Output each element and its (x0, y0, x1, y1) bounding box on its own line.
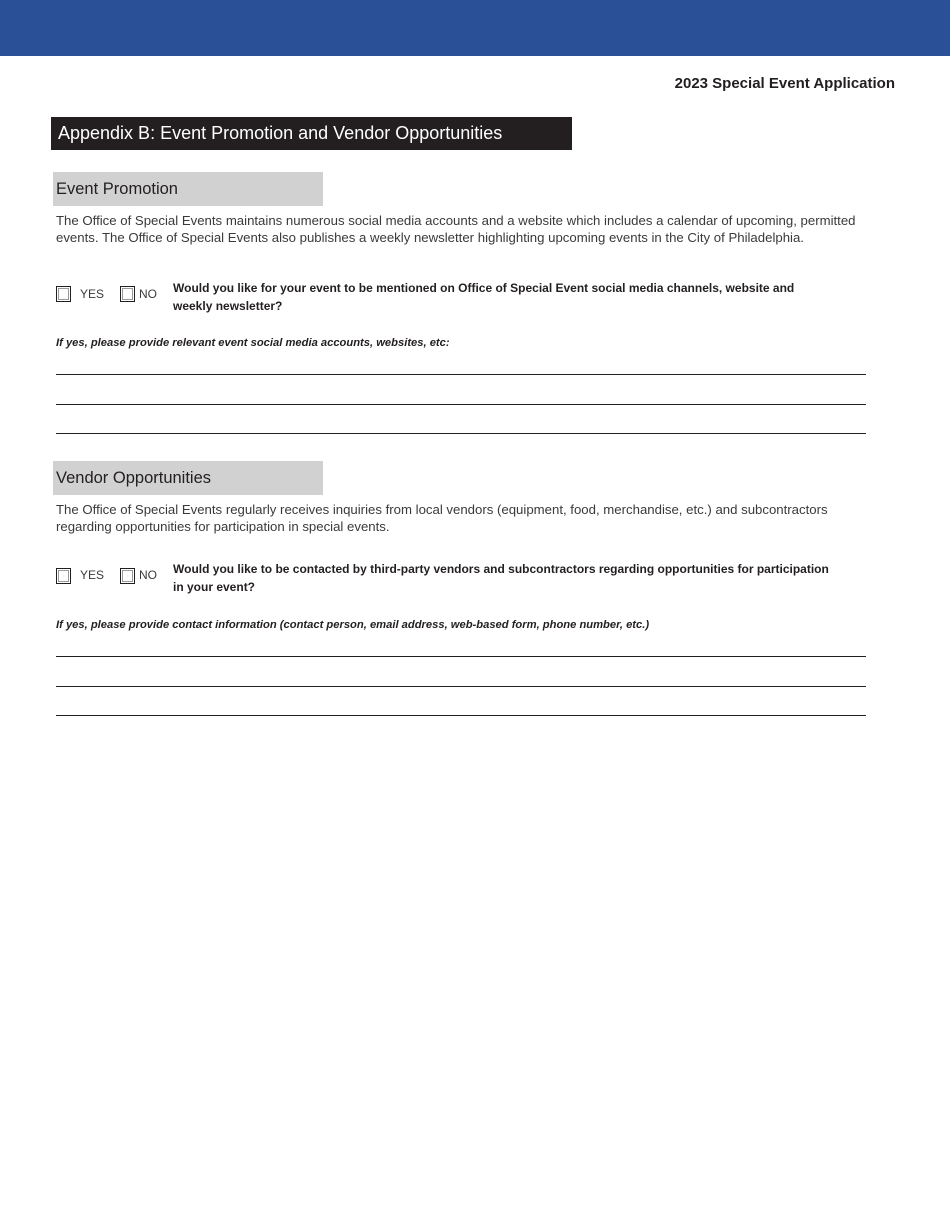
vendor-opportunities-description: The Office of Special Events regularly receives inquiries from local vendors (equipment, food, merchandise, etc.) and subcontractors regarding opportunities for participation in special events. (56, 502, 828, 534)
promotion-prompt: If yes, please provide relevant event social media accounts, websites, etc: (56, 337, 450, 349)
vendor-answer-line-2[interactable] (56, 686, 866, 687)
promotion-yes-checkbox[interactable] (56, 286, 71, 302)
event-promotion-heading: Event Promotion (53, 172, 323, 206)
event-promotion-description: The Office of Special Events maintains numerous social media accounts and a website which includes a calendar of upcoming, permitted events. The Office of Special Events also publishes a weekly newsletter highlighting upcoming events in the City of Philadelphia. (56, 213, 856, 245)
promotion-answer-line-1[interactable] (56, 374, 866, 375)
promotion-no-label: NO (139, 287, 157, 301)
vendor-prompt: If yes, please provide contact information (contact person, email address, web-based form, phone number, etc.) (56, 619, 650, 631)
vendor-question: Would you like to be contacted by third-party vendors and subcontractors regarding opportunities for participation in your event? (173, 562, 829, 594)
vendor-yes-checkbox[interactable] (56, 568, 71, 584)
vendor-opportunities-heading: Vendor Opportunities (53, 461, 323, 495)
promotion-question: Would you like for your event to be mentioned on Office of Special Event social media channels, website and weekly newsletter? (173, 281, 795, 313)
vendor-no-label: NO (139, 568, 157, 582)
vendor-yes-label: YES (80, 568, 105, 582)
promotion-answer-line-2[interactable] (56, 404, 866, 405)
promotion-yes-label: YES (80, 287, 105, 301)
vendor-answer-line-3[interactable] (56, 715, 866, 716)
document-title: 2023 Special Event Application (674, 75, 895, 92)
vendor-answer-line-1[interactable] (56, 656, 866, 657)
header-band (0, 0, 950, 56)
promotion-answer-line-3[interactable] (56, 433, 866, 434)
appendix-title: Appendix B: Event Promotion and Vendor Opportunities (51, 117, 572, 150)
promotion-no-checkbox[interactable] (120, 286, 135, 302)
vendor-no-checkbox[interactable] (120, 568, 135, 584)
